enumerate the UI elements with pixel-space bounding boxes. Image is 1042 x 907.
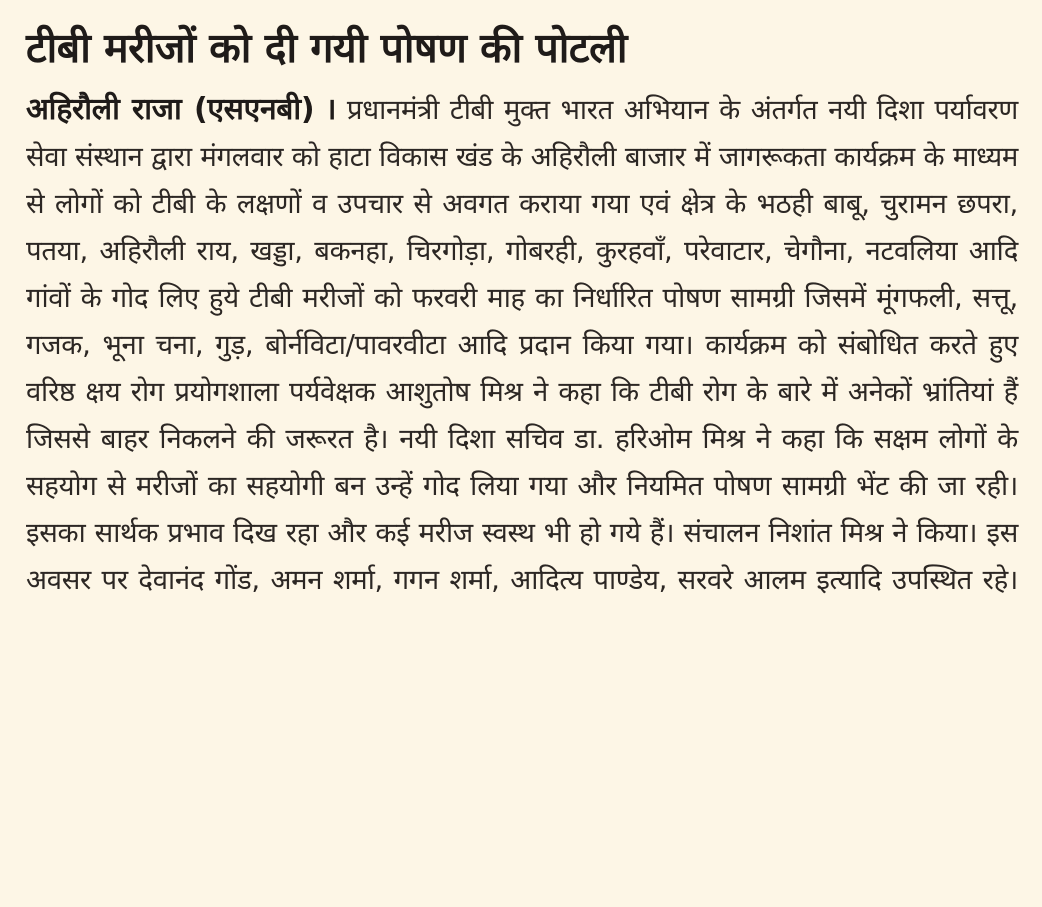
article-body [26, 86, 1018, 604]
article-body-text: प्रधानमंत्री टीबी मुक्त भारत अभियान के अंतर्गत नयी दिशा पर्यावरण सेवा संस्थान द्वारा मंगलवार को हाटा विकास खंड के अहिरौली बाजार में जागरूकता कार्यक्रम के माध्यम से लोगों को टीबी के लक्षणों व उपचार से अवगत कराया गया एवं क्षेत्र के भठही बाबू, चुरामन छपरा, पतया, अहिरौली राय, खड्डा, बकनहा, चिरगोड़ा, गोबरही, कुरहवाँ, परेवाटार, चेगौना, नटवलिया आदि गांवों के गोद लिए हुये टीबी मरीजों को फरवरी माह का निर्धारित पोषण सामग्री जिसमें मूंगफली, सत्तू, गजक, भूना चना, गुड़, बोर्नविटा/पावरवीटा आदि प्रदान किया गया। कार्यक्रम को संबोधित करते हुए वरिष्ठ क्षय रोग प्रयोगशाला पर्यवेक्षक आशुतोष मिश्र ने कहा कि टीबी रोग के बारे में अनेकों भ्रांतियां हैं जिससे बाहर निकलने की जरूरत है। नयी दिशा सचिव डा. हरिओम मिश्र ने कहा कि सक्षम लोगों के सहयोग से मरीजों का सहयोगी बन उन्हें गोद लिया गया और नियमित पोषण सामग्री भेंट की जा रही। इसका सार्थक प्रभाव दिख रहा और कई मरीज स्वस्थ भी हो गये हैं। संचालन निशांत मिश्र ने किया। इस अवसर पर देवानंद गोंड, अमन शर्मा, गगन शर्मा, आदित्य पाण्डेय, सरवरे आलम इत्यादि उपस्थित रहे। [26, 94, 1018, 596]
headline: टीबी मरीजों को दी गयी पोषण की पोटली [26, 24, 627, 72]
dateline-separator: । [325, 92, 337, 127]
dateline: अहिरौली राजा (एसएनबी) [26, 92, 315, 127]
